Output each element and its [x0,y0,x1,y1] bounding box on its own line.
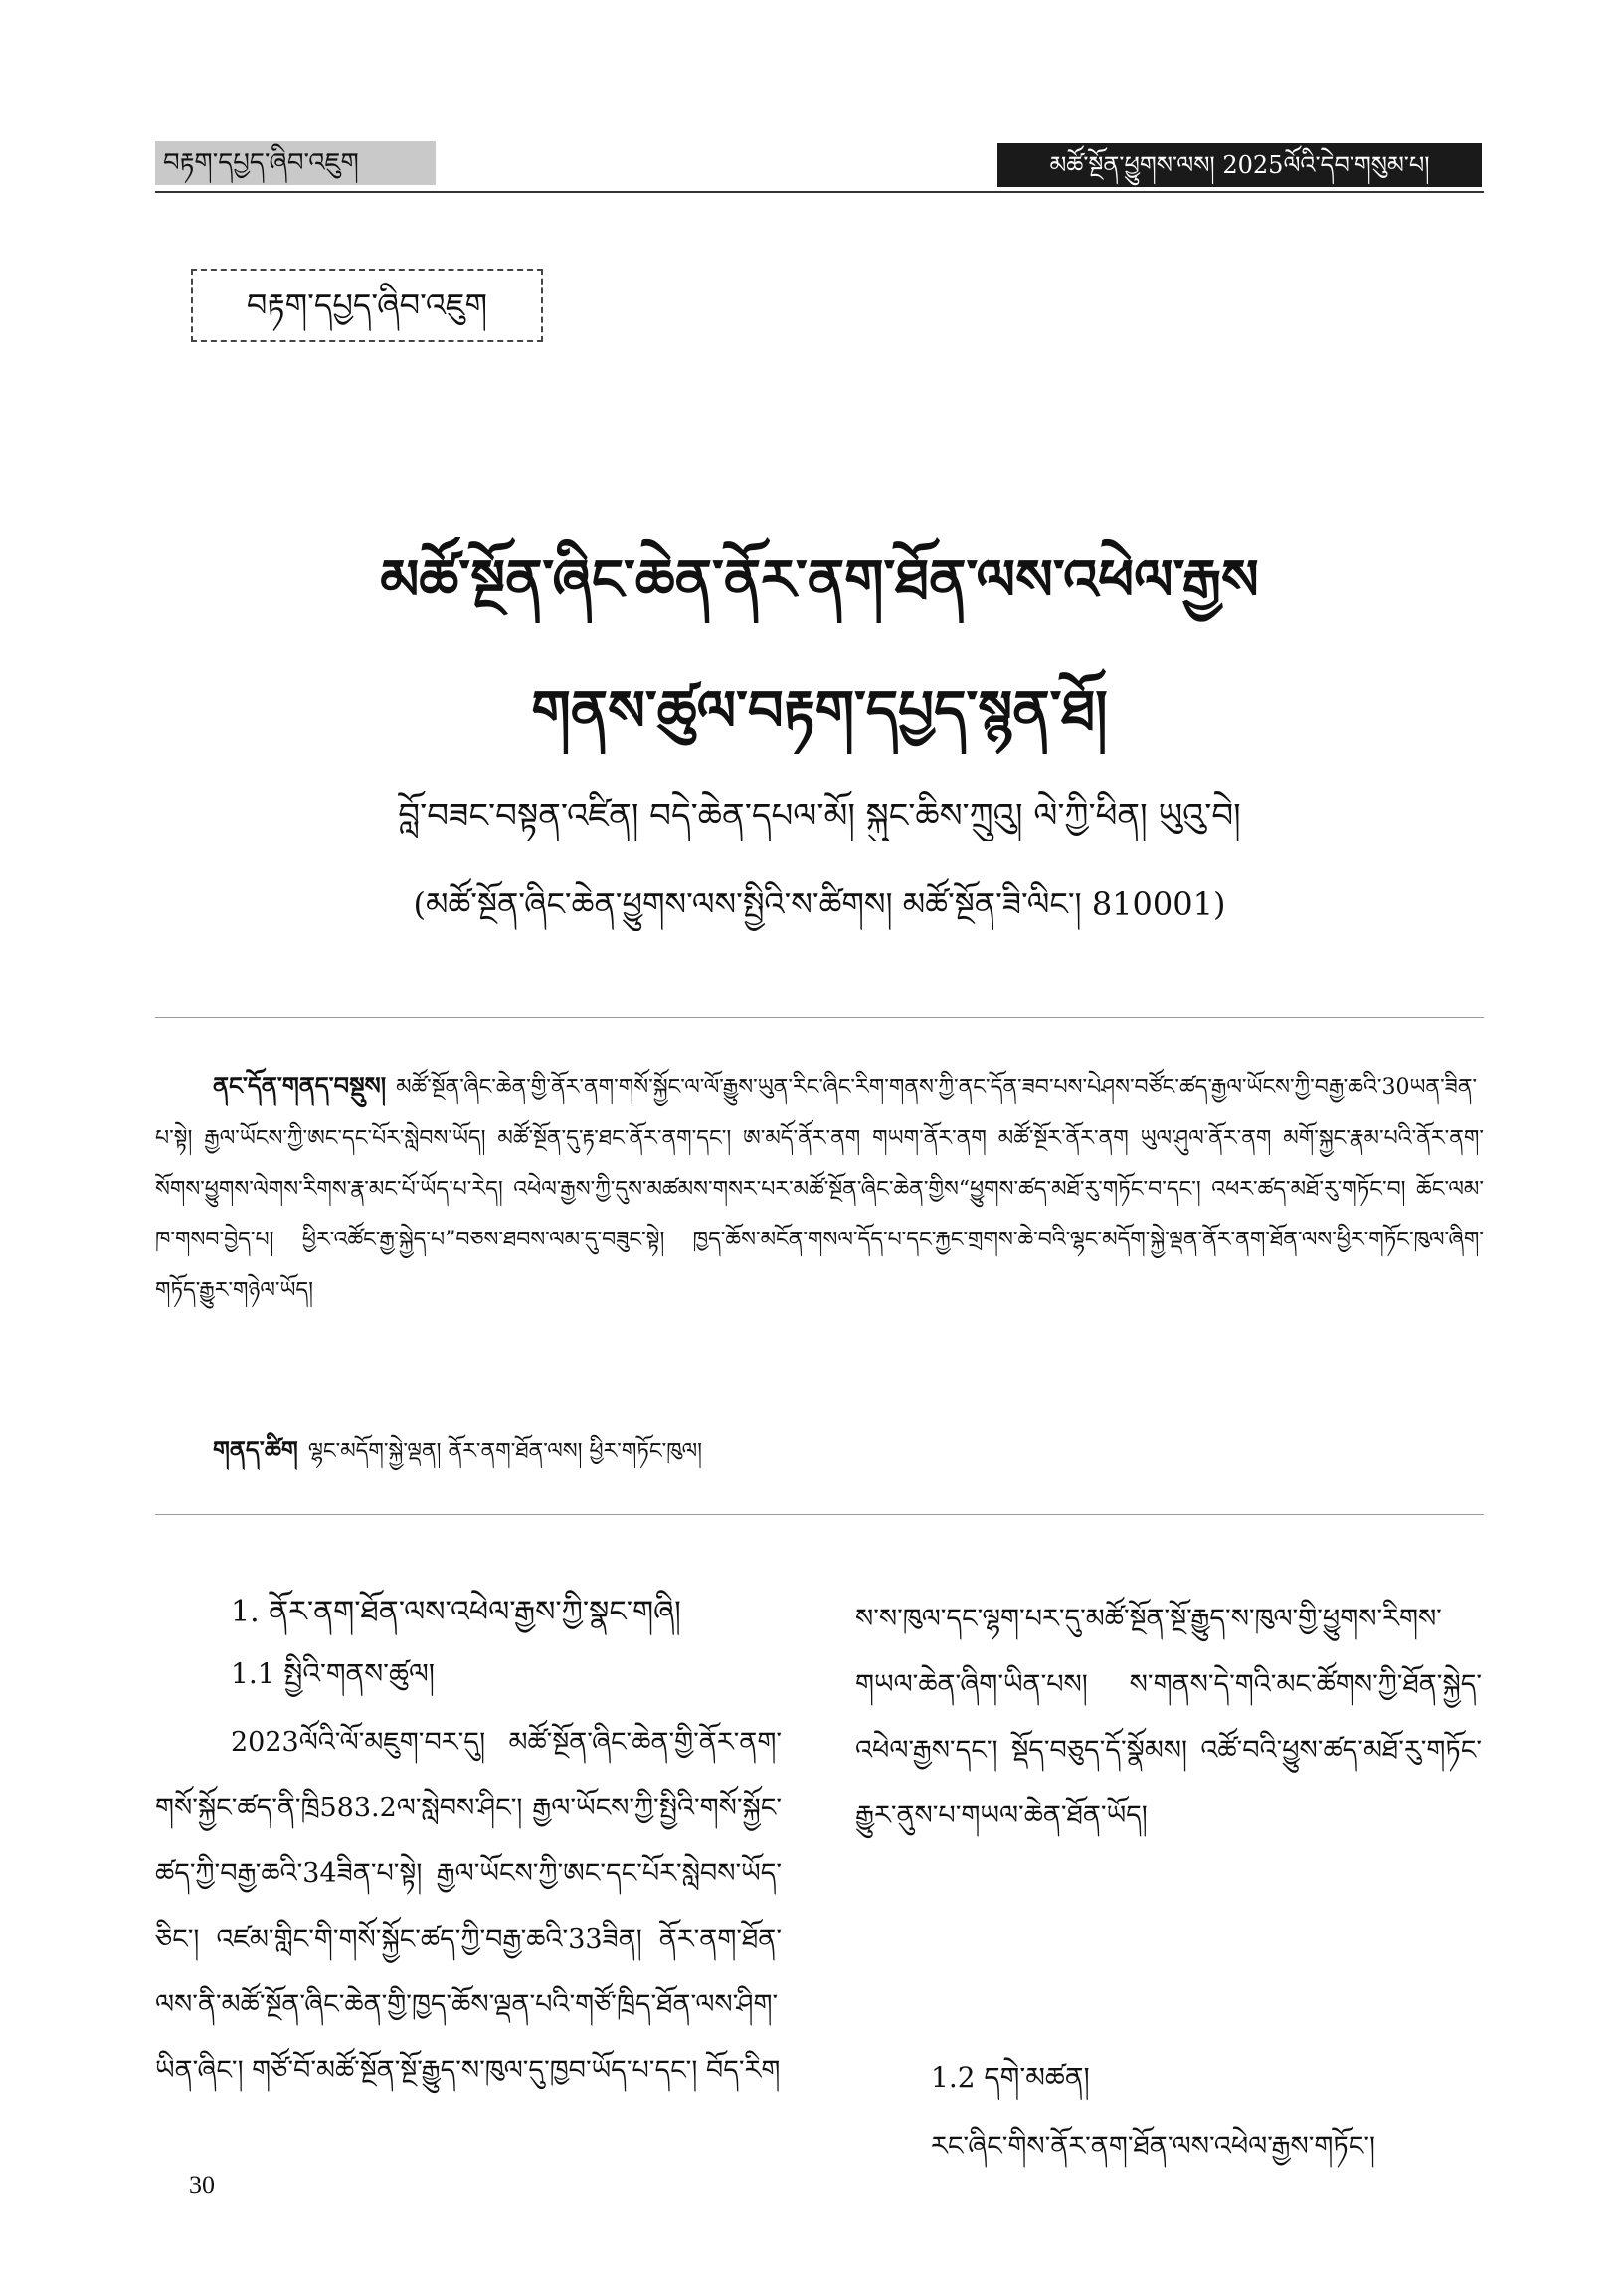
subsection-heading-1-1: 1.1 སྤྱིའི་གནས་ཚུལ། [231,1657,435,1690]
keywords [155,1424,1484,1475]
body-paragraph-1: 2023ལོའི་ལོ་མཇུག་བར་དུ། མཚོ་སྔོན་ཞིང་ཆེན་གྱི་ནོར་ནག་གསོ་སྐྱོང་ཚད་ནི་ཁྲི583.2ལ་སླེབས་ཤིང་། རྒྱལ་ཡོངས་ཀྱི་སྤྱིའི་གསོ་སྐྱོང་ཚད་ཀྱི་བརྒྱ་ཆའི་34ཟིན་པ་སྟེ། རྒྱལ་ཡོངས་ཀྱི་ཨང་དང་པོར་སླེབས་ཡོད་ཅིང་། འཛམ་གླིང་གི་གསོ་སྐྱོང་ཚད་ཀྱི་བརྒྱ་ཆའི་33ཟིན། ནོར་ནག་ཐོན་ལས་ནི་མཚོ་སྔོན་ཞིང་ཆེན་གྱི་ཁྱད་ཆོས་ལྡན་པའི་གཙོ་ཁྲིད་ཐོན་ལས་ཤིག་ཡིན་ཞིང་། གཙོ་བོ་མཚོ་སྔོན་སྔོ་རྒྱུད་ས་ཁུལ་དུ་ཁྱབ་ཡོད་པ་དང་། བོད་རིག [155,1727,782,2086]
section-heading-1: 1. ནོར་ནག་ཐོན་ལས་འཕེལ་རྒྱས་ཀྱི་སྣང་གཞི། [231,1595,681,1629]
abstract-label: ནང་དོན་གནད་བསྡུས། [213,1071,387,1100]
page-number: 30 [189,2171,215,2199]
header-section-label: བརྟག་དཔྱད་ཞིབ་འཇུག [155,141,436,185]
header-journal-issue: མཚོ་སྔོན་ཕྱུགས་ལས། 2025ལོའི་དེབ་གསུམ་པ། [997,143,1482,187]
subsection-heading-1-2: 1.2 དགེ་མཚན། [931,2061,1090,2094]
body-paragraph-1-continued: ས་ས་ཁུལ་དང་ལྷག་པར་དུ་མཚོ་སྔོན་སྔོ་རྒྱུད་ས་ཁུལ་གྱི་ཕྱུགས་རིགས་གཡལ་ཆེན་ཞིག་ཡིན་པས། ས་གནས་དེ་གའི་མང་ཚོགས་ཀྱི་ཐོན་སྐྱེད་འཕེལ་རྒྱས་དང་། སྡོད་བཅུད་དོ་སྣོམས། འཚོ་བའི་ཕྱུས་ཚད་མཐོ་རུ་གཏོང་རྒྱུར་ནུས་པ་གཡལ་ཆེན་ཐོན་ཡོད། [855,1604,1482,1831]
keywords-text: ལྷང་མདོག་སྐྱེ་ལྡན། ནོར་ནག་ཐོན་ལས། ཕྱིར་གཏོང་ཁུལ། [307,1439,703,1464]
keywords-label: གནད་ཚིག [213,1435,298,1464]
body-paragraph-2: རང་ཞིང་གིས་ནོར་ནག་ཐོན་ལས་འཕེལ་རྒྱས་གཏོང་། [931,2131,1376,2162]
author-affiliation: (མཚོ་སྔོན་ཞིང་ཆེན་ཕྱུགས་ལས་སྤྱིའི་ས་ཚིགས། མཚོ་སྔོན་ཟི་ལིང་། 810001) [413,885,1226,923]
abstract-bottom-rule [155,1514,1484,1515]
body-column-right [855,1587,1482,2180]
header-divider [155,191,1484,193]
article-title-line2: གནས་ཚུལ་བརྟག་དཔྱད་སྙན་ཐོ། [531,678,1108,744]
abstract-text: མཚོ་སྔོན་ཞིང་ཆེན་གྱི་ནོར་ནག་གསོ་སྐྱོང་ལ་ལོ་རྒྱུས་ཡུན་རིང་ཞིང་རིག་གནས་ཀྱི་ནང་དོན་ཟབ་པས་པེཤས་བཙོང་ཚད་རྒྱལ་ཡོངས་ཀྱི་བརྒྱ་ཆའི་30ཡན་ཟིན་པ་སྟེ། རྒྱལ་ཡོངས་ཀྱི་ཨང་དང་པོར་སླེབས་ཡོད། མཚོ་སྔོན་དུ་རྟ་ཐང་ནོར་ནག་དང་། ཨ་མདོ་ནོར་ནག གཡག་ནོར་ནག མཚོ་སྔོར་ནོར་ནག ཡུལ་ཤུལ་ནོར་ནག མགོ་སྐྱང་རྣམ་པའི་ནོར་ནག་སོགས་ཕྱུགས་ལེགས་རིགས་རྣ་མང་པོ་ཡོད་པ་རེད། འཕེལ་རྒྱས་ཀྱི་དུས་མཚམས་གསར་པར་མཚོ་སྔོན་ཞིང་ཆེན་གྱིས“ཕྱུགས་ཚད་མཐོ་རུ་གཏོང་བ་དང་། འཕར་ཚད་མཐོ་རུ་གཏོང་བ། ཆོང་ལམ་ཁ་གསབ་བྱེད་པ། ཕྱིར་འཚོང་རྒྱ་སྐྱེད་པ”བཅས་ཐབས་ལམ་དུ་བཟུང་སྟེ། ཁྱད་ཆོས་མངོན་གསལ་དོད་པ་དང་རྐྱང་གྲགས་ཆེ་བའི་ལྷང་མདོག་སྐྱེ་ལྡན་ནོར་ནག་ཐོན་ལས་ཕྱིར་གཏོང་ཁུལ་ཞིག་གཏོད་རྒྱུར་གཉེལ་ཡོད། [155,1075,1484,1303]
body-column-left [155,1587,782,2104]
abstract [155,1060,1484,1409]
author-list: བློ་བཟང་བསྟན་འཛིན། བདེ་ཆེན་དཔལ་མོ། སྐུང་ཆིས་ཀྲུའུ། ལེ་ཀྱི་ཕིན། ཡུའུ་བེ། [398,796,1241,836]
section-label-box: བརྟག་དཔྱད་ཞིབ་འཇུག [191,269,543,342]
abstract-top-rule [155,1017,1484,1018]
article-title-line1: མཚོ་སྔོན་ཞིང་ཆེན་ནོར་ནག་ཐོན་ལས་འཕེལ་རྒྱས [380,547,1259,613]
